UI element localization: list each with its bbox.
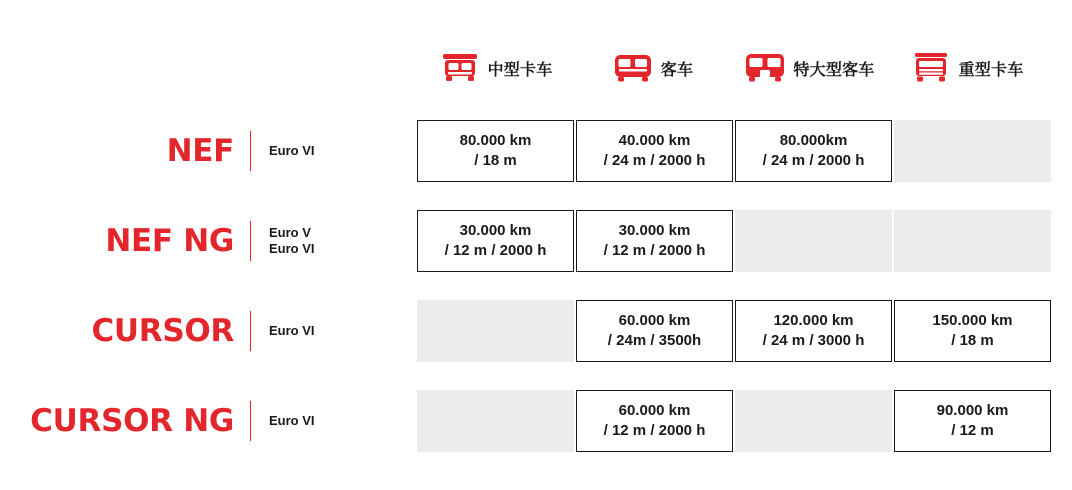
- interval-cell: [576, 210, 733, 272]
- interval-time: / 24 m / 3000 h: [762, 332, 865, 349]
- interval-cell: [735, 120, 892, 182]
- interval-distance: 60.000 km: [618, 311, 691, 329]
- interval-time: / 12 m / 2000 h: [603, 242, 706, 259]
- table-row: [0, 376, 1072, 466]
- row-cells: [417, 120, 1053, 182]
- interval-distance: 120.000 km: [773, 311, 854, 329]
- column-header-label: 中型卡车: [487, 61, 553, 79]
- interval-cell-empty: [417, 300, 574, 362]
- emission-standard-line: Euro VI: [269, 241, 315, 256]
- interval-cell-empty: [894, 210, 1051, 272]
- emission-standard: [251, 323, 417, 339]
- interval-distance: 40.000 km: [618, 131, 691, 149]
- interval-distance: 150.000 km: [932, 311, 1013, 329]
- emission-standard: [251, 413, 417, 429]
- emission-standard: [251, 143, 417, 159]
- interval-distance: 90.000 km: [936, 401, 1009, 419]
- table-row: [0, 106, 1072, 196]
- interval-distance: 80.000km: [779, 131, 848, 149]
- interval-distance: 80.000 km: [459, 131, 532, 149]
- engine-family-name: NEF NG: [105, 223, 234, 259]
- interval-distance: 30.000 km: [618, 221, 691, 239]
- interval-time: / 12 m / 2000 h: [444, 242, 547, 259]
- interval-time: / 12 m / 2000 h: [603, 422, 706, 439]
- interval-cell: [735, 300, 892, 362]
- interval-cell-empty: [735, 210, 892, 272]
- interval-distance: 60.000 km: [618, 401, 691, 419]
- interval-cell: [576, 120, 733, 182]
- emission-standard: [251, 225, 417, 258]
- row-cells: [417, 300, 1053, 362]
- emission-standard-line: Euro VI: [269, 322, 315, 338]
- emission-standard-line: Euro VI: [269, 142, 315, 158]
- interval-cell: [576, 390, 733, 452]
- interval-time: / 24 m / 2000 h: [603, 152, 706, 169]
- interval-cell: [894, 390, 1051, 452]
- header-spacer: [0, 38, 417, 98]
- engine-family-name: CURSOR: [91, 313, 234, 349]
- table-row: [0, 286, 1072, 376]
- large-bus-icon: [744, 50, 786, 86]
- table-row: [0, 196, 1072, 286]
- interval-cell-empty: [894, 120, 1051, 182]
- interval-cell: [576, 300, 733, 362]
- engine-family-name: NEF: [166, 133, 234, 169]
- row-cells: [417, 390, 1053, 452]
- column-header-large-bus: [731, 38, 888, 98]
- interval-time: / 24 m / 2000 h: [762, 152, 865, 169]
- column-header-heavy-truck: [888, 38, 1045, 98]
- interval-time: / 24m / 3500h: [607, 332, 702, 349]
- interval-cell-empty: [735, 390, 892, 452]
- interval-time: / 18 m: [951, 332, 994, 349]
- interval-time: / 12 m: [951, 422, 994, 439]
- interval-cell: [417, 210, 574, 272]
- column-header-label: 客车: [660, 61, 694, 79]
- engine-family-name: CURSOR NG: [30, 403, 234, 439]
- emission-standard-line: Euro V: [269, 224, 311, 240]
- interval-time: / 18 m: [474, 152, 517, 169]
- bus-icon: [612, 50, 654, 86]
- interval-cell: [417, 120, 574, 182]
- column-header-medium-truck: [417, 38, 574, 98]
- interval-cell-empty: [417, 390, 574, 452]
- interval-distance: 30.000 km: [459, 221, 532, 239]
- row-cells: [417, 210, 1053, 272]
- column-header-label: 特大型客车: [793, 61, 875, 79]
- column-header-bus: [574, 38, 731, 98]
- interval-cell: [894, 300, 1051, 362]
- column-header-label: 重型卡车: [958, 61, 1024, 79]
- medium-truck-icon: [439, 50, 481, 86]
- column-header-row: [0, 38, 1072, 98]
- heavy-truck-icon: [910, 50, 952, 86]
- emission-standard-line: Euro VI: [269, 412, 315, 428]
